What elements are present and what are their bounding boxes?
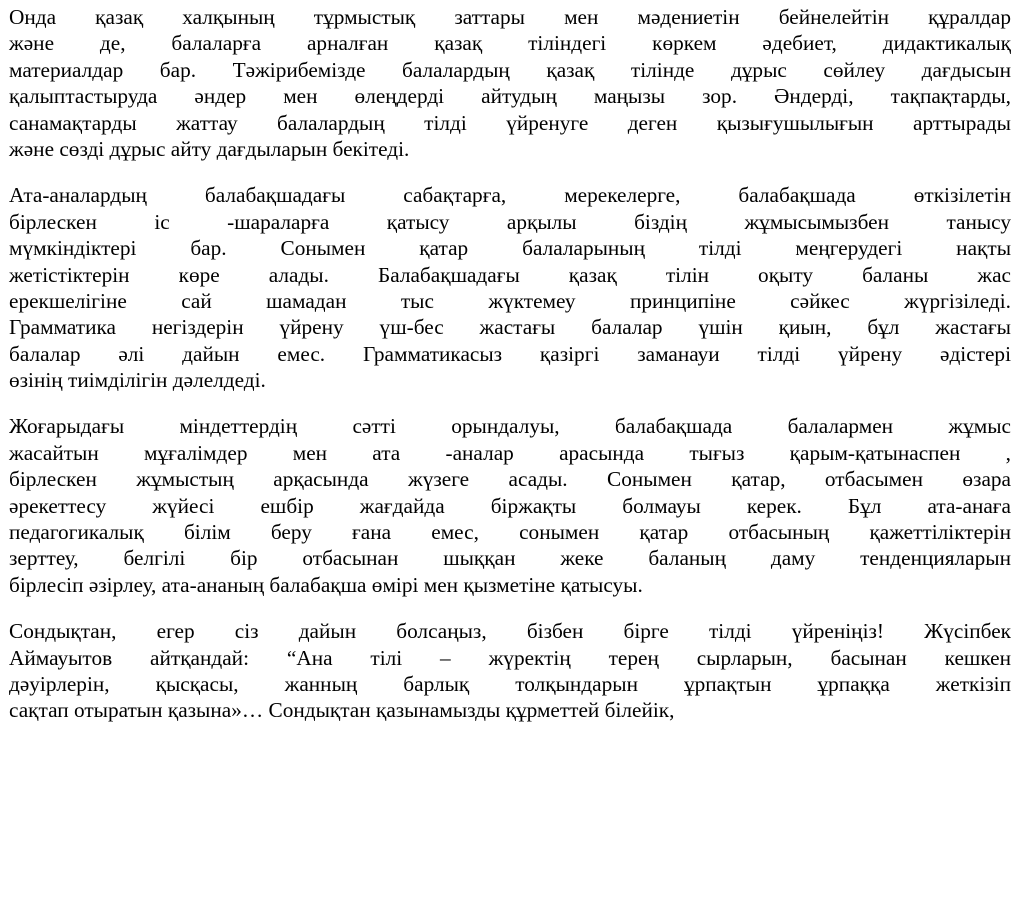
text-line: мүмкіндіктері бар. Сонымен қатар балаларының тілді меңгерудегі нақты: [9, 236, 1011, 261]
text-line: Аймауытов айтқандай: “Ана тілі – жүректің терең сырларын, басынан кешкен: [9, 645, 1011, 670]
text-line: Сондықтан, егер сіз дайын болсаңыз, бізбен бірге тілді үйреніңіз! Жүсіпбек: [9, 619, 1011, 644]
text-line: балалар әлі дайын емес. Грамматикасыз қазіргі заманауи тілді үйрену әдістері: [9, 341, 1011, 366]
paragraph-4: [9, 618, 1011, 724]
text-line: педагогикалық білім беру ғана емес, сонымен қатар отбасының қажеттіліктерін: [9, 520, 1011, 545]
text-line: әрекеттесу жүйесі ешбір жағдайда біржақты болмауы керек. Бұл ата-анаға: [9, 493, 1011, 518]
text-line: Ата-аналардың балабақшадағы сабақтарға, мерекелерге, балабақшада өткізілетін: [9, 183, 1011, 208]
text-line: санамақтарды жаттау балалардың тілді үйренуге деген қызығушылығын арттырады: [9, 110, 1011, 135]
document-page: [9, 4, 1011, 744]
text-line: қалыптастыруда әндер мен өлеңдерді айтудың маңызы зор. Әндерді, тақпақтарды,: [9, 84, 1011, 109]
paragraph-2: [9, 182, 1011, 393]
text-line: Жоғарыдағы міндеттердің сәтті орындалуы, балабақшада балалармен жұмыс: [9, 414, 1011, 439]
text-line: өзінің тиімділігін дәлелдеді.: [9, 368, 266, 393]
text-line: дәуірлерін, қысқасы, жанның барлық толқындарын ұрпақтын ұрпаққа жеткізіп: [9, 671, 1011, 696]
text-line: сақтап отыратын қазына»… Сондықтан қазынамызды құрметтей білейік,: [9, 698, 675, 723]
text-line: бірлесіп әзірлеу, ата-ананың балабақша өмірі мен қызметіне қатысуы.: [9, 572, 643, 597]
text-line: Грамматика негіздерін үйрену үш-бес жастағы балалар үшін қиын, бұл жастағы: [9, 315, 1011, 340]
text-line: және сөзді дұрыс айту дағдыларын бекітеді.: [9, 136, 410, 161]
text-line: және де, балаларға арналған қазақ тіліндегі көркем әдебиет, дидактикалық: [9, 31, 1011, 56]
text-line: жасайтын мұғалімдер мен ата -аналар арасында тығыз қарым-қатынаспен ,: [9, 440, 1011, 465]
paragraph-1: [9, 4, 1011, 162]
text-line: жетістіктерін көре алады. Балабақшадағы қазақ тілін оқыту баланы жас: [9, 262, 1011, 287]
text-line: ерекшелігіне сай шамадан тыс жүктемеу принципіне сәйкес жүргізіледі.: [9, 288, 1011, 313]
text-line: бірлескен жұмыстың арқасында жүзеге асады. Сонымен қатар, отбасымен өзара: [9, 467, 1011, 492]
text-line: бірлескен іс -шараларға қатысу арқылы біздің жұмысымызбен танысу: [9, 209, 1011, 234]
text-line: Онда қазақ халқының тұрмыстық заттары мен мәдениетін бейнелейтін құралдар: [9, 5, 1011, 29]
paragraph-3: [9, 413, 1011, 598]
text-line: материалдар бар. Тәжірибемізде балалардың қазақ тілінде дұрыс сөйлеу дағдысын: [9, 57, 1011, 82]
text-line: зерттеу, белгілі бір отбасынан шыққан жеке баланың даму тенденцияларын: [9, 546, 1011, 571]
